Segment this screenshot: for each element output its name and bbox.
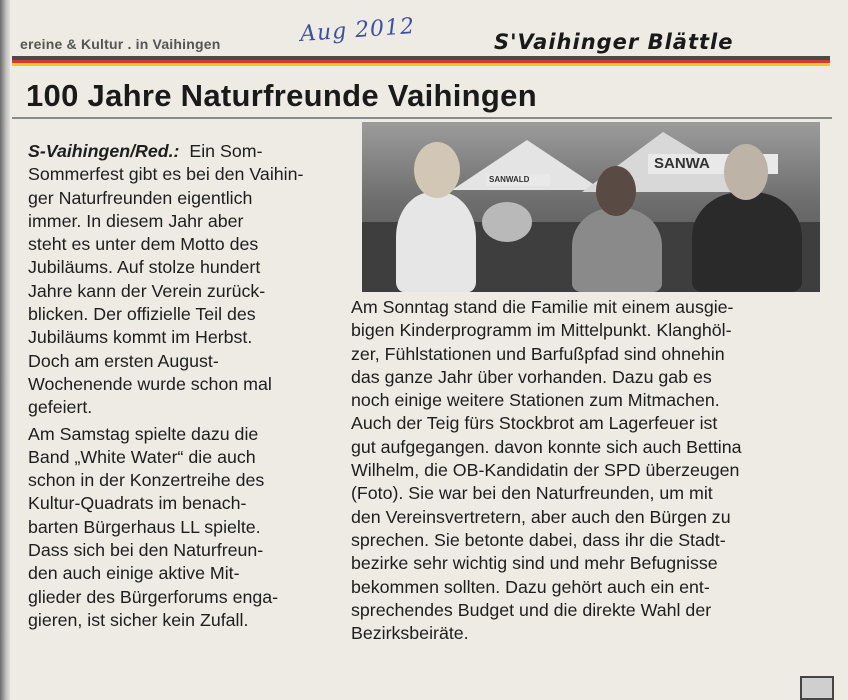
text-line: (Foto). Sie war bei den Naturfreunden, um mit bbox=[351, 483, 713, 504]
header-rule-yellow bbox=[12, 63, 830, 66]
article-left-column bbox=[28, 140, 328, 632]
person-middle-head bbox=[596, 166, 636, 216]
text-line: bigen Kinderprogramm im Mittelpunkt. Klanghöl- bbox=[351, 320, 732, 341]
article-headline: 100 Jahre Naturfreunde Vaihingen bbox=[26, 78, 537, 113]
person-right bbox=[692, 192, 802, 292]
text-line: sprechen. Sie betonte dabei, dass ihr die Stadt- bbox=[351, 529, 726, 550]
text-line: immer. In diesem Jahr aber bbox=[28, 210, 244, 231]
text-line: Wilhelm, die OB-Kandidatin der SPD überzeugen bbox=[351, 460, 740, 481]
person-left bbox=[396, 192, 476, 292]
scan-edge bbox=[0, 0, 10, 700]
article-right-column bbox=[351, 296, 831, 645]
text-line: Am Samstag spielte dazu die bbox=[28, 423, 259, 444]
article-photo bbox=[362, 122, 820, 292]
text-line: Kultur-Quadrats im benach- bbox=[28, 493, 247, 514]
end-of-article-mark bbox=[800, 676, 834, 700]
text-line: Wochenende wurde schon mal bbox=[28, 373, 272, 394]
handwritten-date-note: Aug 2012 bbox=[299, 14, 416, 47]
text-line: ger Naturfreunden eigentlich bbox=[28, 187, 253, 208]
text-line: steht es unter dem Motto des bbox=[28, 234, 259, 255]
text-line: gefeiert. bbox=[28, 397, 93, 418]
text-line: Doch am ersten August- bbox=[28, 350, 219, 371]
text-line: gut aufgegangen. davon konnte sich auch Bettina bbox=[351, 436, 742, 457]
text-line: Am Sonntag stand die Familie mit einem ausgie- bbox=[351, 297, 734, 317]
lead-text: Ein Som- bbox=[189, 141, 263, 161]
text-line: Jahre kann der Verein zurück- bbox=[28, 280, 266, 301]
text-line: barten Bürgerhaus LL spielte. bbox=[28, 516, 261, 537]
text-line: schon in der Konzertreihe des bbox=[28, 470, 265, 491]
section-label: ereine & Kultur . in Vaihingen bbox=[20, 36, 221, 52]
person-middle bbox=[572, 208, 662, 292]
tent-sign-small: SANWALD bbox=[486, 174, 550, 186]
text-line: Auch der Teig fürs Stockbrot am Lagerfeuer ist bbox=[351, 413, 718, 434]
text-line: sprechendes Budget und die direkte Wahl der bbox=[351, 599, 712, 620]
newspaper-title: S'Vaihinger Blättle bbox=[494, 30, 734, 54]
text-line: Jubiläums kommt im Herbst. bbox=[28, 327, 253, 348]
left-paragraph-2 bbox=[28, 423, 328, 633]
text-line: den auch einige aktive Mit- bbox=[28, 563, 240, 584]
text-line: Dass sich bei den Naturfreun- bbox=[28, 540, 264, 561]
text-line: noch einige weitere Stationen zum Mitmachen. bbox=[351, 390, 720, 411]
text-line: zer, Fühlstationen und Barfußpfad sind ohnehin bbox=[351, 343, 725, 364]
text-line: gieren, ist sicher kein Zufall. bbox=[28, 609, 249, 630]
text-line: Bezirksbeiräte. bbox=[351, 623, 469, 644]
bowl bbox=[482, 202, 532, 242]
text-line: Sommerfest gibt es bei den Vaihin- bbox=[28, 164, 304, 185]
text-line: bekommen sollten. Dazu gehört auch ein ent- bbox=[351, 576, 710, 597]
left-paragraph-1 bbox=[28, 140, 328, 420]
text-line: bezirke sehr wichtig sind und mehr Befugnisse bbox=[351, 553, 718, 574]
text-line: glieder des Bürgerforums enga- bbox=[28, 586, 279, 607]
person-right-head bbox=[724, 144, 768, 200]
tent-sign: SANWA bbox=[648, 154, 778, 174]
person-left-head bbox=[414, 142, 460, 198]
text-line: Band „White Water“ die auch bbox=[28, 446, 256, 467]
text-line: Jubiläums. Auf stolze hundert bbox=[28, 257, 261, 278]
text-line: blicken. Der offizielle Teil des bbox=[28, 304, 256, 325]
text-line: den Vereinsvertretern, aber auch den Bürgen zu bbox=[351, 506, 731, 527]
byline: S-Vaihingen/Red.: bbox=[28, 141, 180, 161]
text-line: das ganze Jahr über vorhanden. Dazu gab es bbox=[351, 366, 712, 387]
